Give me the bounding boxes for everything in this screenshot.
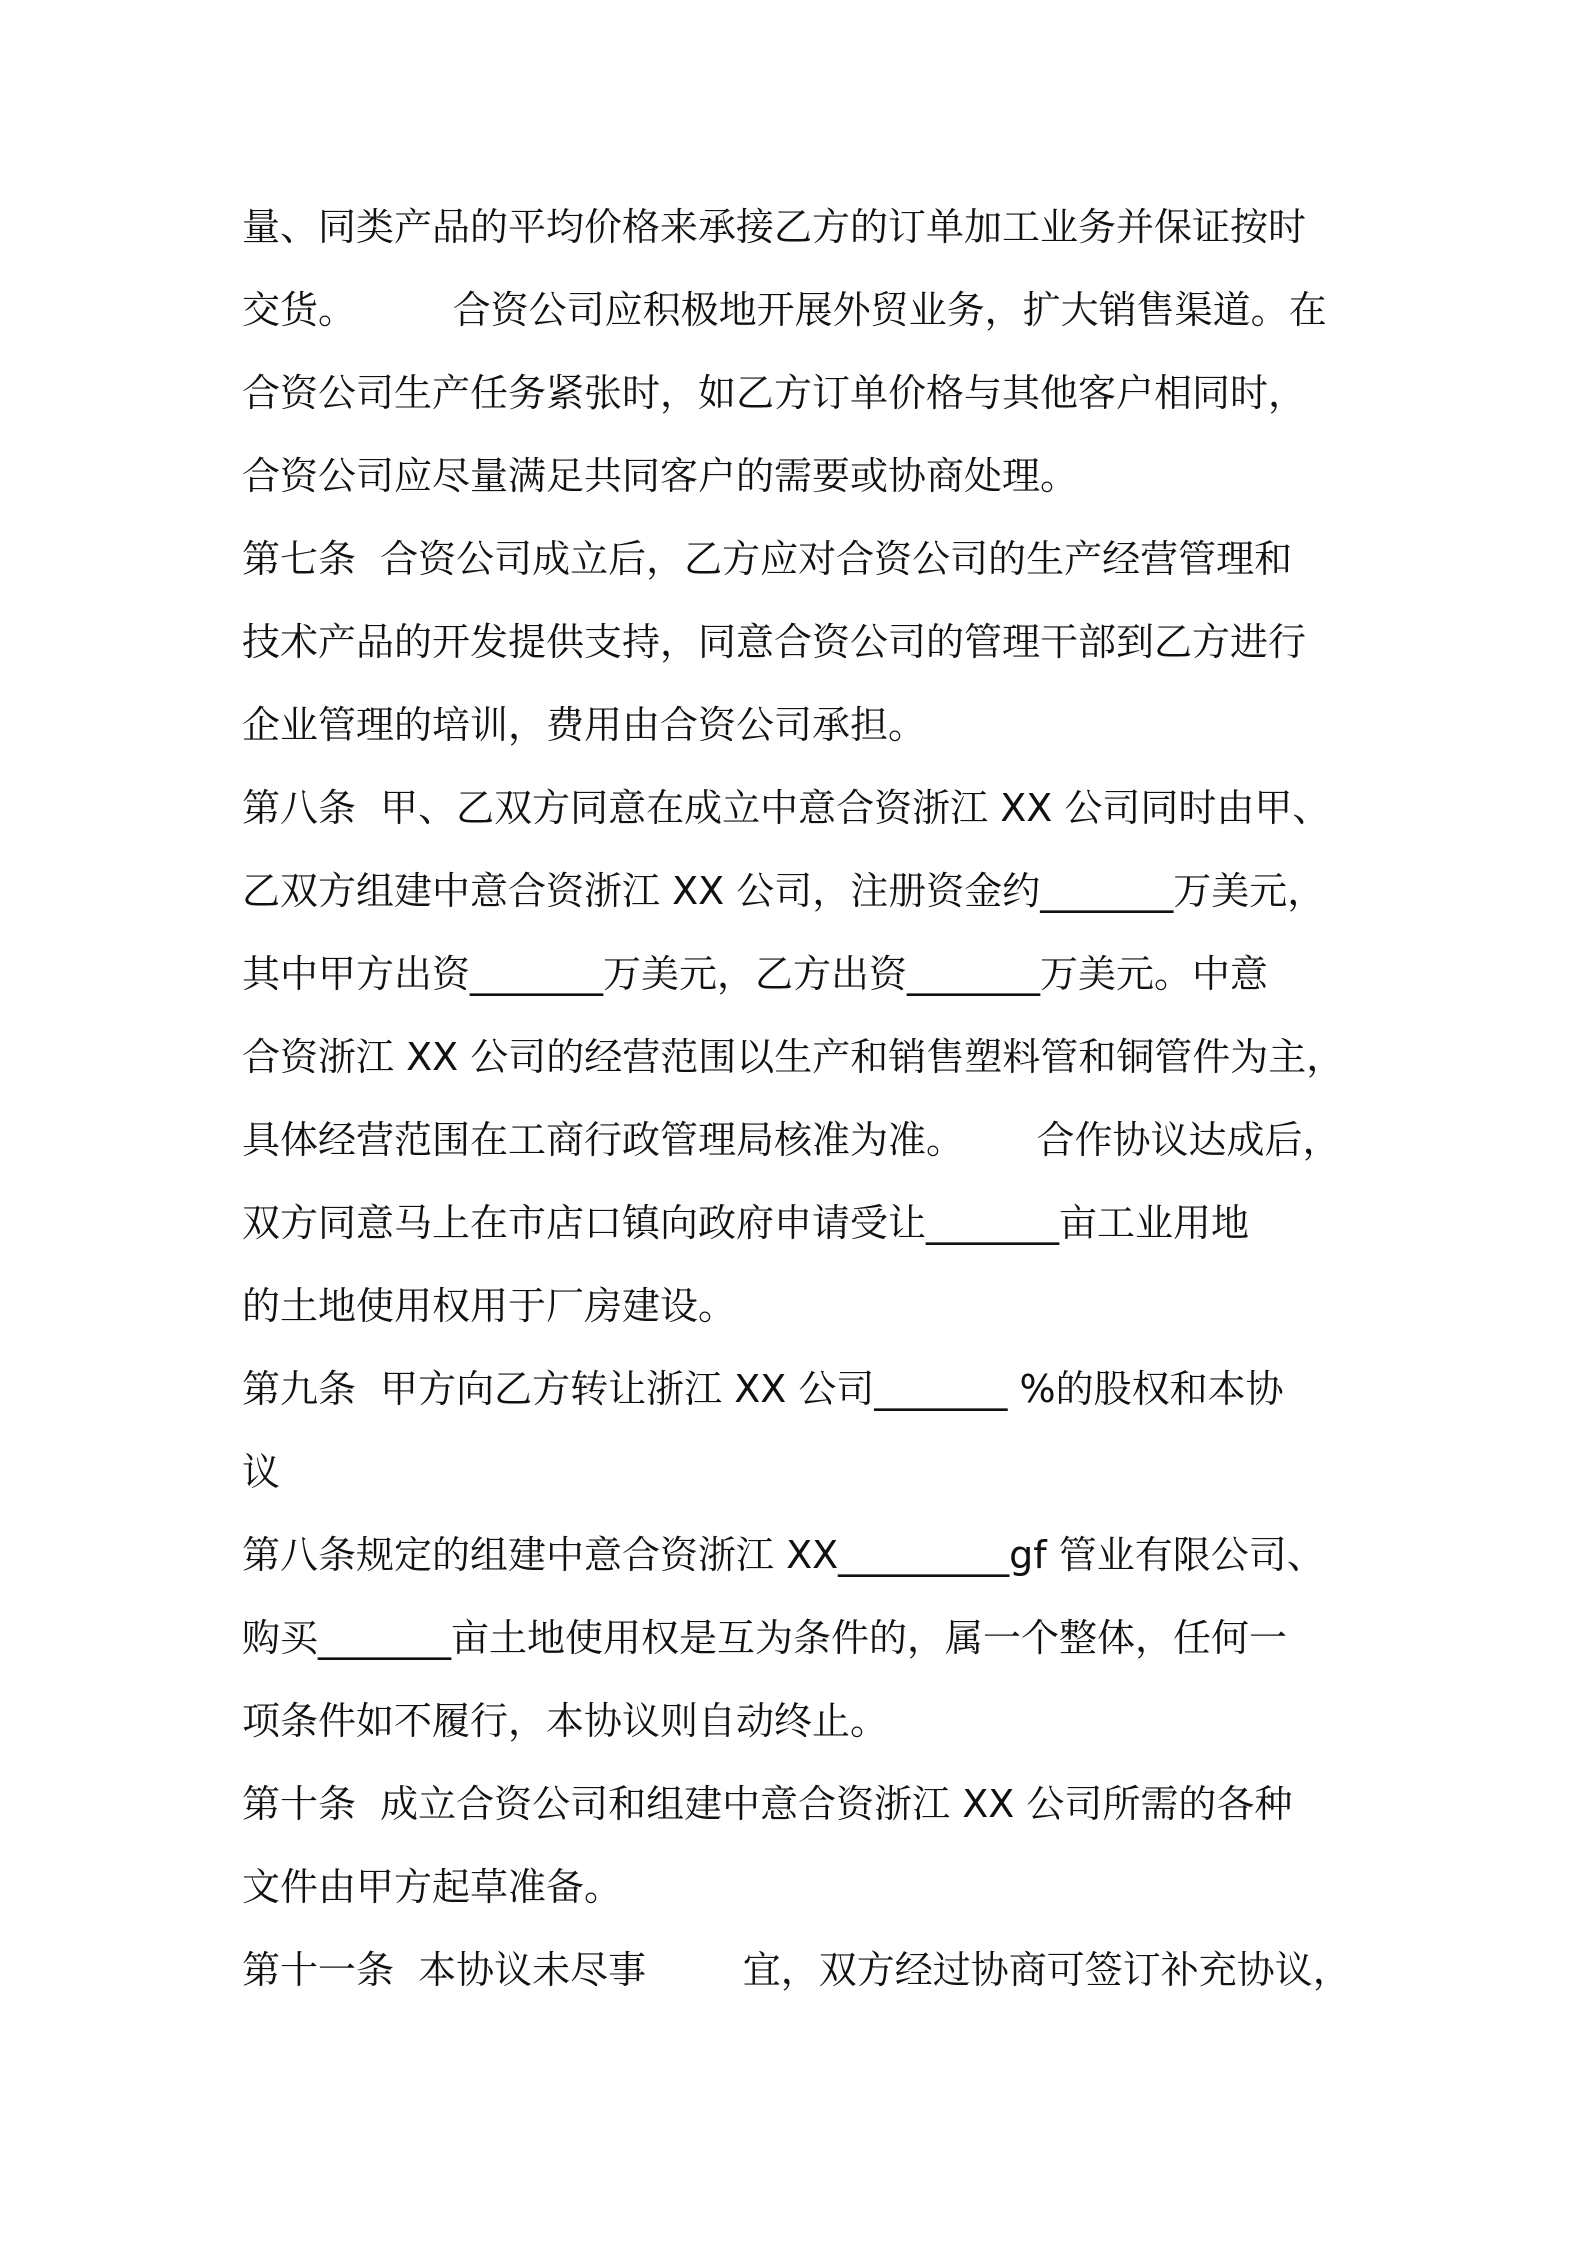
article-10-line: 第十条 成立合资公司和组建中意合资浙江 XX 公司所需的各种 — [242, 1782, 1293, 1826]
text-line: 技术产品的开发提供支持，同意合资公司的管理干部到乙方进行 — [242, 620, 1307, 664]
article-8-line: 第八条 甲、乙双方同意在成立中意合资浙江 XX 公司同时由甲、 — [242, 786, 1331, 830]
text-line: 购买_______亩土地使用权是互为条件的，属一个整体，任何一 — [242, 1616, 1288, 1660]
text-line: 第八条规定的组建中意合资浙江 XX_________gf 管业有限公司、 — [242, 1533, 1325, 1577]
text-line: 乙双方组建中意合资浙江 XX 公司，注册资金约_______万美元， — [242, 869, 1326, 913]
text-line: 量、同类产品的平均价格来承接乙方的订单加工业务并保证按时 — [242, 205, 1307, 249]
text-line: 的土地使用权用于厂房建设。 — [242, 1284, 737, 1328]
article-11-line: 第十一条 本协议未尽事 宜，双方经过协商可签订补充协议， — [242, 1948, 1351, 1992]
text-line: 文件由甲方起草准备。 — [242, 1865, 623, 1909]
text-line: 企业管理的培训，费用由合资公司承担。 — [242, 703, 927, 747]
article-9-line: 第九条 甲方向乙方转让浙江 XX 公司_______ %的股权和本协 — [242, 1367, 1284, 1411]
text-line: 议 — [242, 1450, 281, 1494]
text-line: 具体经营范围在工商行政管理局核准为准。 合作协议达成后， — [242, 1118, 1341, 1162]
text-line: 双方同意马上在市店口镇向政府申请受让_______亩工业用地 — [242, 1201, 1250, 1245]
text-line: 合资公司生产任务紧张时，如乙方订单价格与其他客户相同时， — [242, 371, 1307, 415]
text-line: 其中甲方出资_______万美元，乙方出资_______万美元。中意 — [242, 952, 1269, 996]
text-line: 交货。 合资公司应积极地开展外贸业务，扩大销售渠道。在 — [242, 288, 1327, 332]
article-7-line: 第七条 合资公司成立后，乙方应对合资公司的生产经营管理和 — [242, 537, 1293, 581]
text-line: 项条件如不履行，本协议则自动终止。 — [242, 1699, 889, 1743]
text-line: 合资公司应尽量满足共同客户的需要或协商处理。 — [242, 454, 1079, 498]
text-line: 合资浙江 XX 公司的经营范围以生产和销售塑料管和铜管件为主， — [242, 1035, 1345, 1079]
